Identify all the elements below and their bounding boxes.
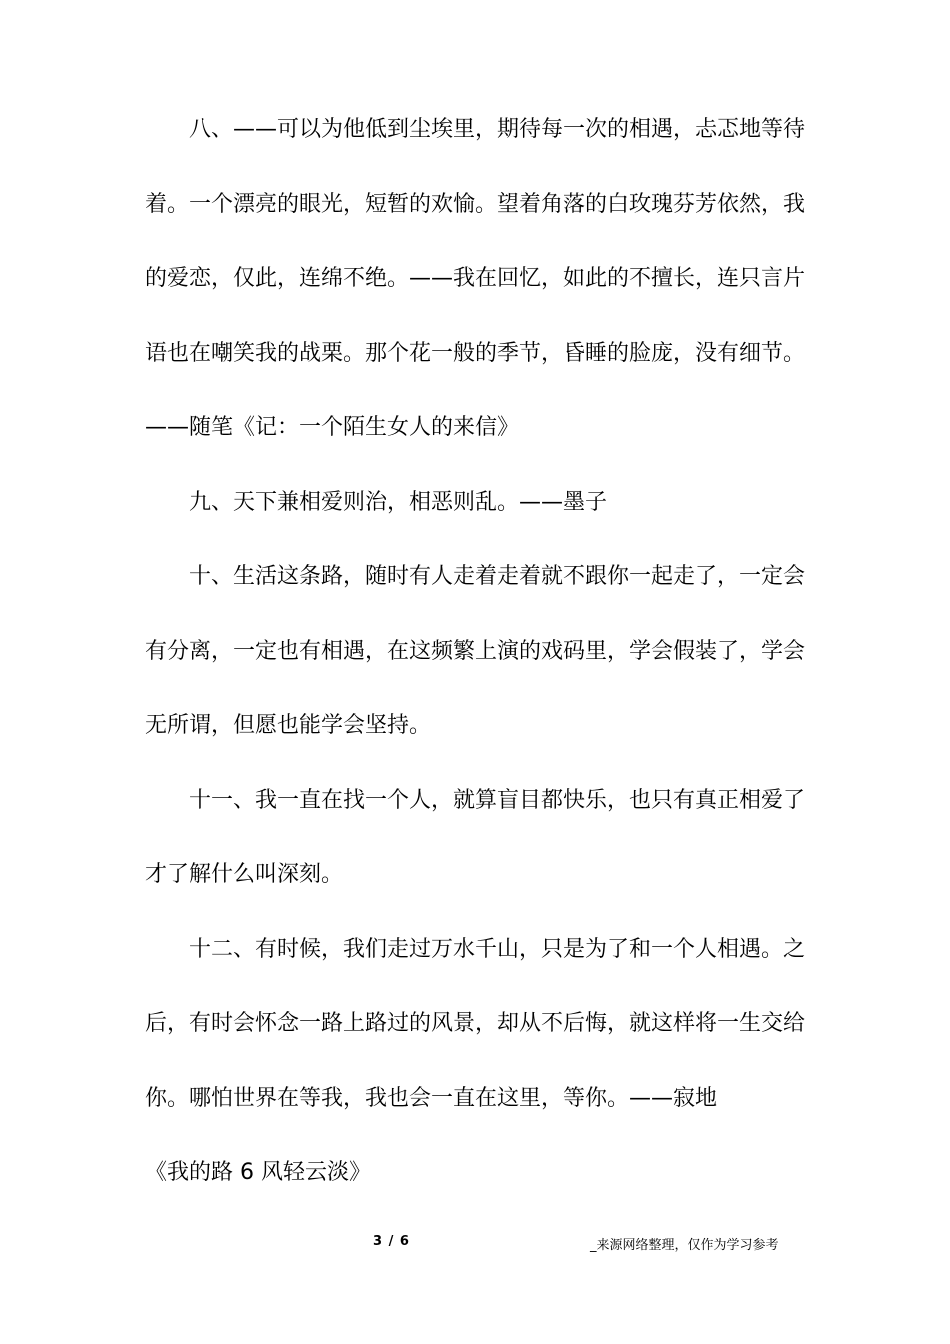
- paragraph-8: 八、——可以为他低到尘埃里，期待每一次的相遇，忐忑地等待着。一个漂亮的眼光，短暂的欢愉。望着角落的白玫瑰芬芳依然，我的爱恋，仅此，连绵不绝。——我在回忆，如此的不擅长，连只言片语也在嘲笑我的战栗。那个花一般的季节，昏睡的脸庞，没有细节。——随笔《记：一个陌生女人的来信》: [145, 117, 806, 440]
- paragraph-11: 十一、我一直在找一个人，就算盲目都快乐，也只有真正相爱了才了解什么叫深刻。: [145, 787, 806, 887]
- paragraph-10: 十、生活这条路，随时有人走着走着就不跟你一起走了，一定会有分离，一定也有相遇，在这频繁上演的戏码里，学会假装了，学会无所谓，但愿也能学会坚持。: [145, 564, 806, 738]
- document-body: [145, 93, 805, 1211]
- page-footer: [0, 1234, 950, 1254]
- paragraph-12: 十二、有时候，我们走过万水千山，只是为了和一个人相遇。之后，有时会怀念一路上路过的风景，却从不后悔，就这样将一生交给你。哪怕世界在等我，我也会一直在这里，等你。——寂地: [145, 936, 806, 1111]
- page-number: 3 / 6: [373, 1234, 410, 1249]
- paragraph-9: 九、天下兼相爱则治，相恶则乱。——墨子: [189, 489, 608, 515]
- paragraph-12-tail: 《我的路 6 风轻云淡》: [145, 1160, 371, 1185]
- source-note: _来源网络整理，仅作为学习参考: [590, 1238, 779, 1253]
